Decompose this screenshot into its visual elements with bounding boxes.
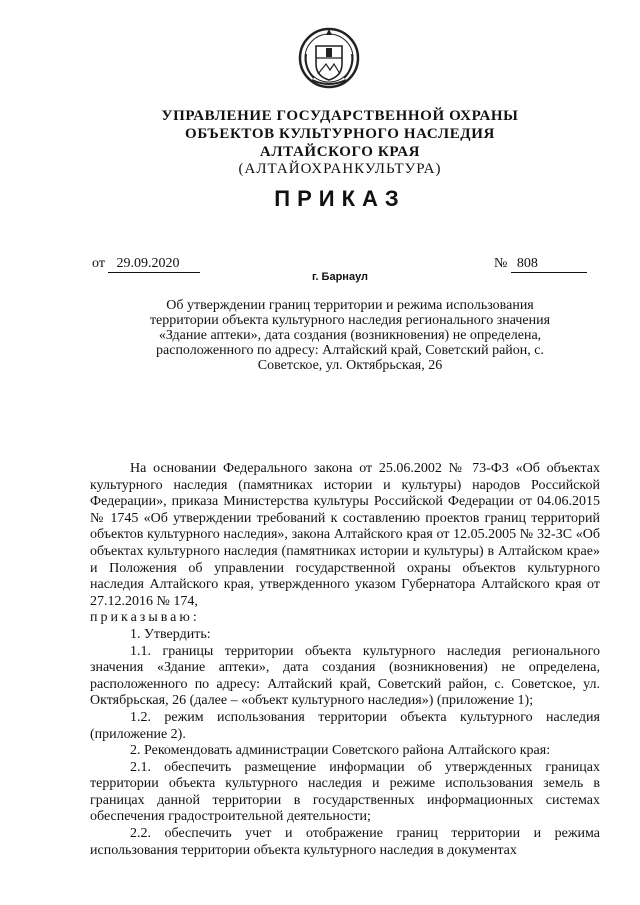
paragraph-1-2: 1.2. режим использования территории объекта культурного наследия (приложение 2). <box>90 709 600 742</box>
city: г. Барнаул <box>311 271 369 283</box>
paragraph-1-1: 1.1. границы территории объекта культурного наследия регионального значения «Здание аптеки», дата создания (возникновения) не определена, расположенного по адресу: Алтайский край, Советский район, с. Советское, ул. Октябрьская, 26 (далее – «объект культурного наследия») (приложение 1); <box>90 643 600 709</box>
paragraph-2-2: 2.2. обеспечить учет и отображение границ территории и режима использования территории объекта культурного наследия в документах <box>90 826 600 858</box>
coat-of-arms-icon <box>296 24 362 90</box>
paragraph-2-1: 2.1. обеспечить размещение информации об утвержденных границах территории объекта культурного наследия и режиме использования земель в границах данной территории в государственных информационных системах обеспечения градостроительной деятельности; <box>90 759 600 825</box>
document-date: 29.09.2020 <box>108 256 200 273</box>
date-prefix: от <box>92 256 105 271</box>
document-title: Об утверждении границ территории и режима использования территории объекта культурного наследия регионального значения «Здание аптеки», дата создания (возникновения) не определена, расположенного по адресу: Алтайский край, Советский район, с. Советское, ул. Октябрьская, 26 <box>149 298 551 373</box>
document-type: ПРИКАЗ <box>274 186 406 211</box>
paragraph-1: 1. Утвердить: <box>130 626 211 642</box>
org-name-line-2: ОБЪЕКТОВ КУЛЬТУРНОГО НАСЛЕДИЯ <box>185 126 495 142</box>
preamble-paragraph: На основании Федерального закона от 25.06.2002 № 73-ФЗ «Об объектах культурного наследия (памятниках истории и культуры) народов Российской Федерации», приказа Министерства культуры Российской Федерации от 04.06.2015 № 1745 «Об утверждении требований к составлению проектов границ территорий объектов культурного наследия», закона Алтайского края от 12.05.2005 № 32-ЗС «Об объектах культурного наследия (памятниках истории и культуры) в Алтайском крае» и Положения об управлении государственной охраны объектов культурного наследия Алтайского края, утвержденного указом Губернатора Алтайского края от 27.12.2016 № 174, <box>90 461 600 609</box>
paragraph-2: 2. Рекомендовать администрации Советского района Алтайского края: <box>130 743 551 759</box>
org-name-line-3: АЛТАЙСКОГО КРАЯ <box>259 144 421 160</box>
document-body <box>90 461 600 859</box>
order-word: приказываю: <box>90 610 200 626</box>
number-prefix: № <box>494 256 508 271</box>
document-number: 808 <box>511 256 587 273</box>
org-short-name: (АЛТАЙОХРАНКУЛЬТУРА) <box>238 161 442 177</box>
org-name-line-1: УПРАВЛЕНИЕ ГОСУДАРСТВЕННОЙ ОХРАНЫ <box>161 108 519 124</box>
